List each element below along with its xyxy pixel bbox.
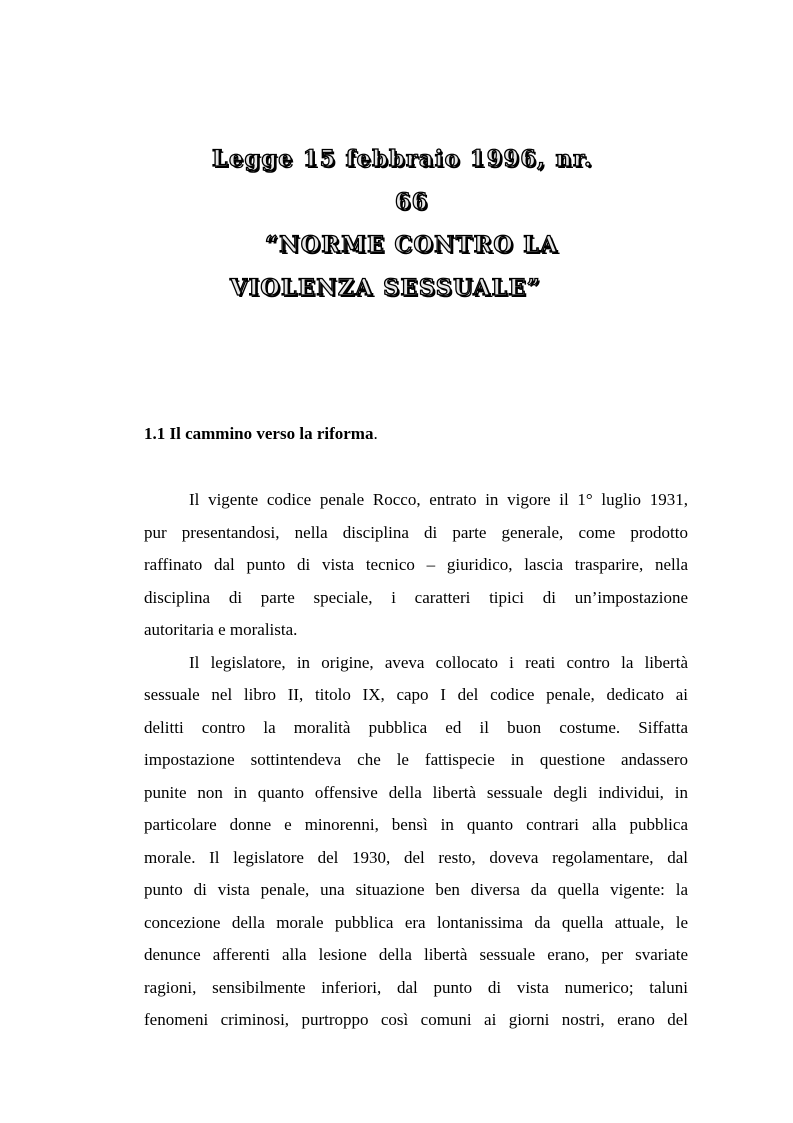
chapter-title	[200, 138, 675, 310]
text-line: Il legislatore, in origine, aveva collocato i reati contro la libertà	[189, 652, 688, 672]
text-line: disciplina di parte speciale, i caratteri tipici di un’impostazione	[144, 587, 688, 607]
section-heading	[144, 423, 378, 445]
text-line: raffinato dal punto di vista tecnico – giuridico, lascia trasparire, nella	[144, 555, 688, 574]
chapter-title-line: 66	[395, 189, 429, 215]
text-line: delitti contro la moralità pubblica ed il buon costume. Siffatta	[144, 717, 688, 737]
text-line: concezione della morale pubblica era lontanissima da quella attuale, le	[144, 912, 688, 932]
paragraph	[144, 484, 688, 647]
chapter-title-line: Legge 15 febbraio 1996, nr.	[212, 146, 594, 172]
text-line: punite non in quanto offensive della libertà sessuale degli individui, in	[144, 782, 688, 802]
section-heading-period: .	[373, 424, 378, 443]
text-line: autoritaria e moralista.	[144, 620, 298, 639]
paragraph	[144, 647, 688, 1037]
text-line: punto di vista penale, una situazione ben diversa da quella vigente: la	[144, 880, 688, 899]
text-line: sessuale nel libro II, titolo IX, capo I del codice penale, dedicato ai	[144, 685, 688, 704]
text-line: denunce afferenti alla lesione della libertà sessuale erano, per svariate	[144, 945, 688, 964]
text-line: morale. Il legislatore del 1930, del resto, doveva regolamentare, dal	[144, 847, 688, 867]
text-line: Il vigente codice penale Rocco, entrato in vigore il 1° luglio 1931,	[189, 490, 688, 509]
section-heading-text: 1.1 Il cammino verso la riforma	[144, 424, 374, 443]
text-line: particolare donne e minorenni, bensì in quanto contrari alla pubblica	[144, 815, 688, 834]
chapter-title-line: “NORME CONTRO LA	[265, 232, 559, 258]
text-line: pur presentandosi, nella disciplina di parte generale, come prodotto	[144, 522, 688, 542]
body-text	[144, 484, 688, 1037]
text-line: fenomeni criminosi, purtroppo così comuni ai giorni nostri, erano del	[144, 1010, 688, 1029]
text-line: impostazione sottintendeva che le fattispecie in questione andassero	[144, 750, 688, 769]
chapter-title-line: VIOLENZA SESSUALE”	[230, 275, 542, 301]
text-line: ragioni, sensibilmente inferiori, dal punto di vista numerico; taluni	[144, 977, 688, 997]
